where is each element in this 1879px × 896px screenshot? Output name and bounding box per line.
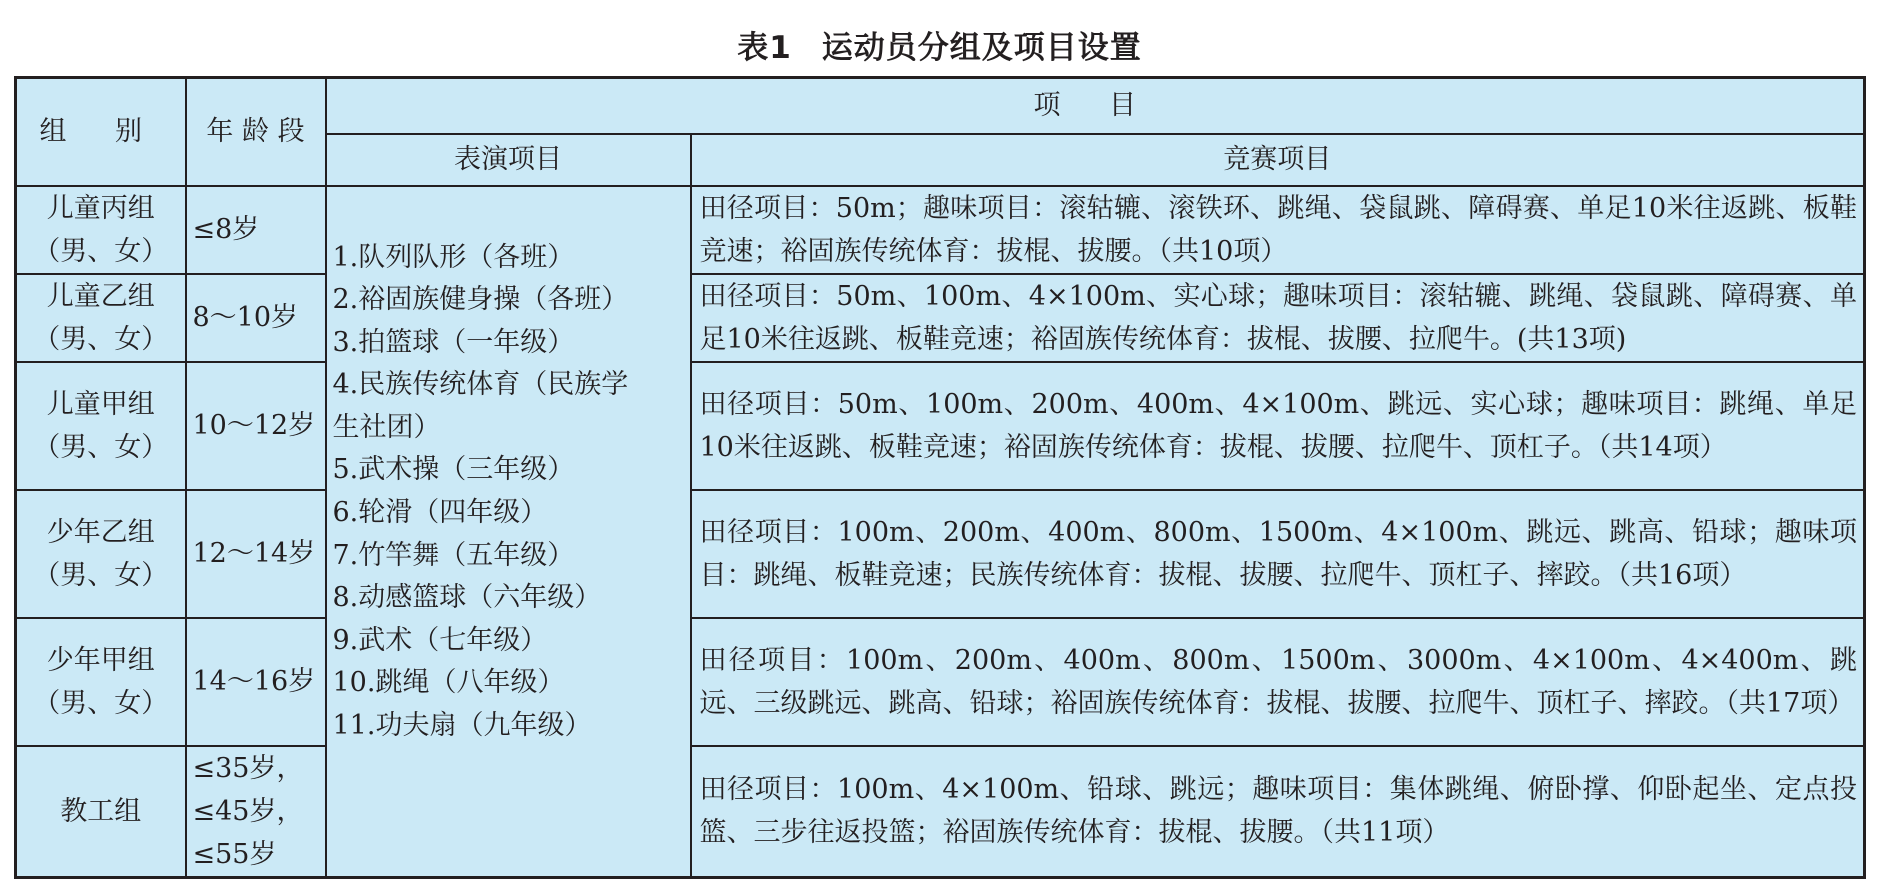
table-row — [16, 274, 1865, 362]
group-cell: 儿童甲组 （男、女） — [16, 362, 186, 490]
table-caption — [0, 22, 1879, 67]
table-row — [16, 746, 1865, 878]
list-item: 2.裕固族健身操（各班） — [332, 284, 629, 316]
age-cell: 8～10岁 — [186, 274, 326, 362]
header-events: 项 目 — [326, 78, 1865, 134]
header-row-1 — [16, 78, 1865, 134]
header-group: 组 别 — [16, 78, 186, 186]
list-item: 9.武术（七年级） — [332, 624, 548, 656]
list-item: 11.功夫扇（九年级） — [332, 710, 592, 742]
athlete-groups-table — [14, 76, 1866, 879]
list-item: 7.竹竿舞（五年级） — [332, 539, 575, 571]
group-cell: 儿童丙组 （男、女） — [16, 186, 186, 274]
table-title: 运动员分组及项目设置 — [821, 30, 1142, 66]
group-cell: 少年乙组 （男、女） — [16, 490, 186, 618]
header-age: 年 龄 段 — [186, 78, 326, 186]
competition-cell: 田径项目：50m、100m、200m、400m、4×100m、跳远、实心球；趣味项目：跳绳、单足10米往返跳、板鞋竞速；裕固族传统体育：拔棍、拔腰、拉爬牛、顶杠子。（共14项） — [691, 362, 1865, 490]
competition-cell: 田径项目：50m、100m、4×100m、实心球；趣味项目：滚轱辘、跳绳、袋鼠跳、障碍赛、单足10米往返跳、板鞋竞速；裕固族传统体育：拔棍、拔腰、拉爬牛。(共13项) — [691, 274, 1865, 362]
list-item: 5.武术操（三年级） — [332, 454, 575, 486]
list-item: 10.跳绳（八年级） — [332, 667, 565, 699]
table-row — [16, 362, 1865, 490]
header-competition: 竞赛项目 — [691, 134, 1865, 186]
list-item: 6.轮滑（四年级） — [332, 497, 548, 529]
list-item: 4.民族传统体育（民族学 — [332, 369, 629, 401]
table-row — [16, 490, 1865, 618]
competition-cell: 田径项目：100m、200m、400m、800m、1500m、3000m、4×100m、4×400m、跳远、三级跳远、跳高、铅球；裕固族传统体育：拔棍、拔腰、拉爬牛、顶杠子、摔跤。（共17项） — [691, 618, 1865, 746]
age-cell: ≤35岁， ≤45岁， ≤55岁 — [186, 746, 326, 878]
list-item: 生社团） — [332, 411, 441, 443]
age-cell: 14～16岁 — [186, 618, 326, 746]
performance-items-cell — [326, 186, 691, 878]
age-cell: 12～14岁 — [186, 490, 326, 618]
competition-cell: 田径项目：50m；趣味项目：滚轱辘、滚铁环、跳绳、袋鼠跳、障碍赛、单足10米往返跳、板鞋竞速；裕固族传统体育：拔棍、拔腰。（共10项） — [691, 186, 1865, 274]
table-row — [16, 618, 1865, 746]
competition-cell: 田径项目：100m、200m、400m、800m、1500m、4×100m、跳远、跳高、铅球；趣味项目：跳绳、板鞋竞速；民族传统体育：拔棍、拔腰、拉爬牛、顶杠子、摔跤。（共16项） — [691, 490, 1865, 618]
age-cell: 10～12岁 — [186, 362, 326, 490]
group-cell: 教工组 — [16, 746, 186, 878]
list-item: 3.拍篮球（一年级） — [332, 326, 575, 358]
list-item: 1.队列队形（各班） — [332, 241, 575, 273]
group-cell: 少年甲组 （男、女） — [16, 618, 186, 746]
table-number: 表1 — [737, 30, 792, 66]
header-performance: 表演项目 — [326, 134, 691, 186]
table-row — [16, 186, 1865, 274]
competition-cell: 田径项目：100m、4×100m、铅球、跳远；趣味项目：集体跳绳、俯卧撑、仰卧起坐、定点投篮、三步往返投篮；裕固族传统体育：拔棍、拔腰。（共11项） — [691, 746, 1865, 878]
age-cell: ≤8岁 — [186, 186, 326, 274]
list-item: 8.动感篮球（六年级） — [332, 582, 602, 614]
group-cell: 儿童乙组 （男、女） — [16, 274, 186, 362]
